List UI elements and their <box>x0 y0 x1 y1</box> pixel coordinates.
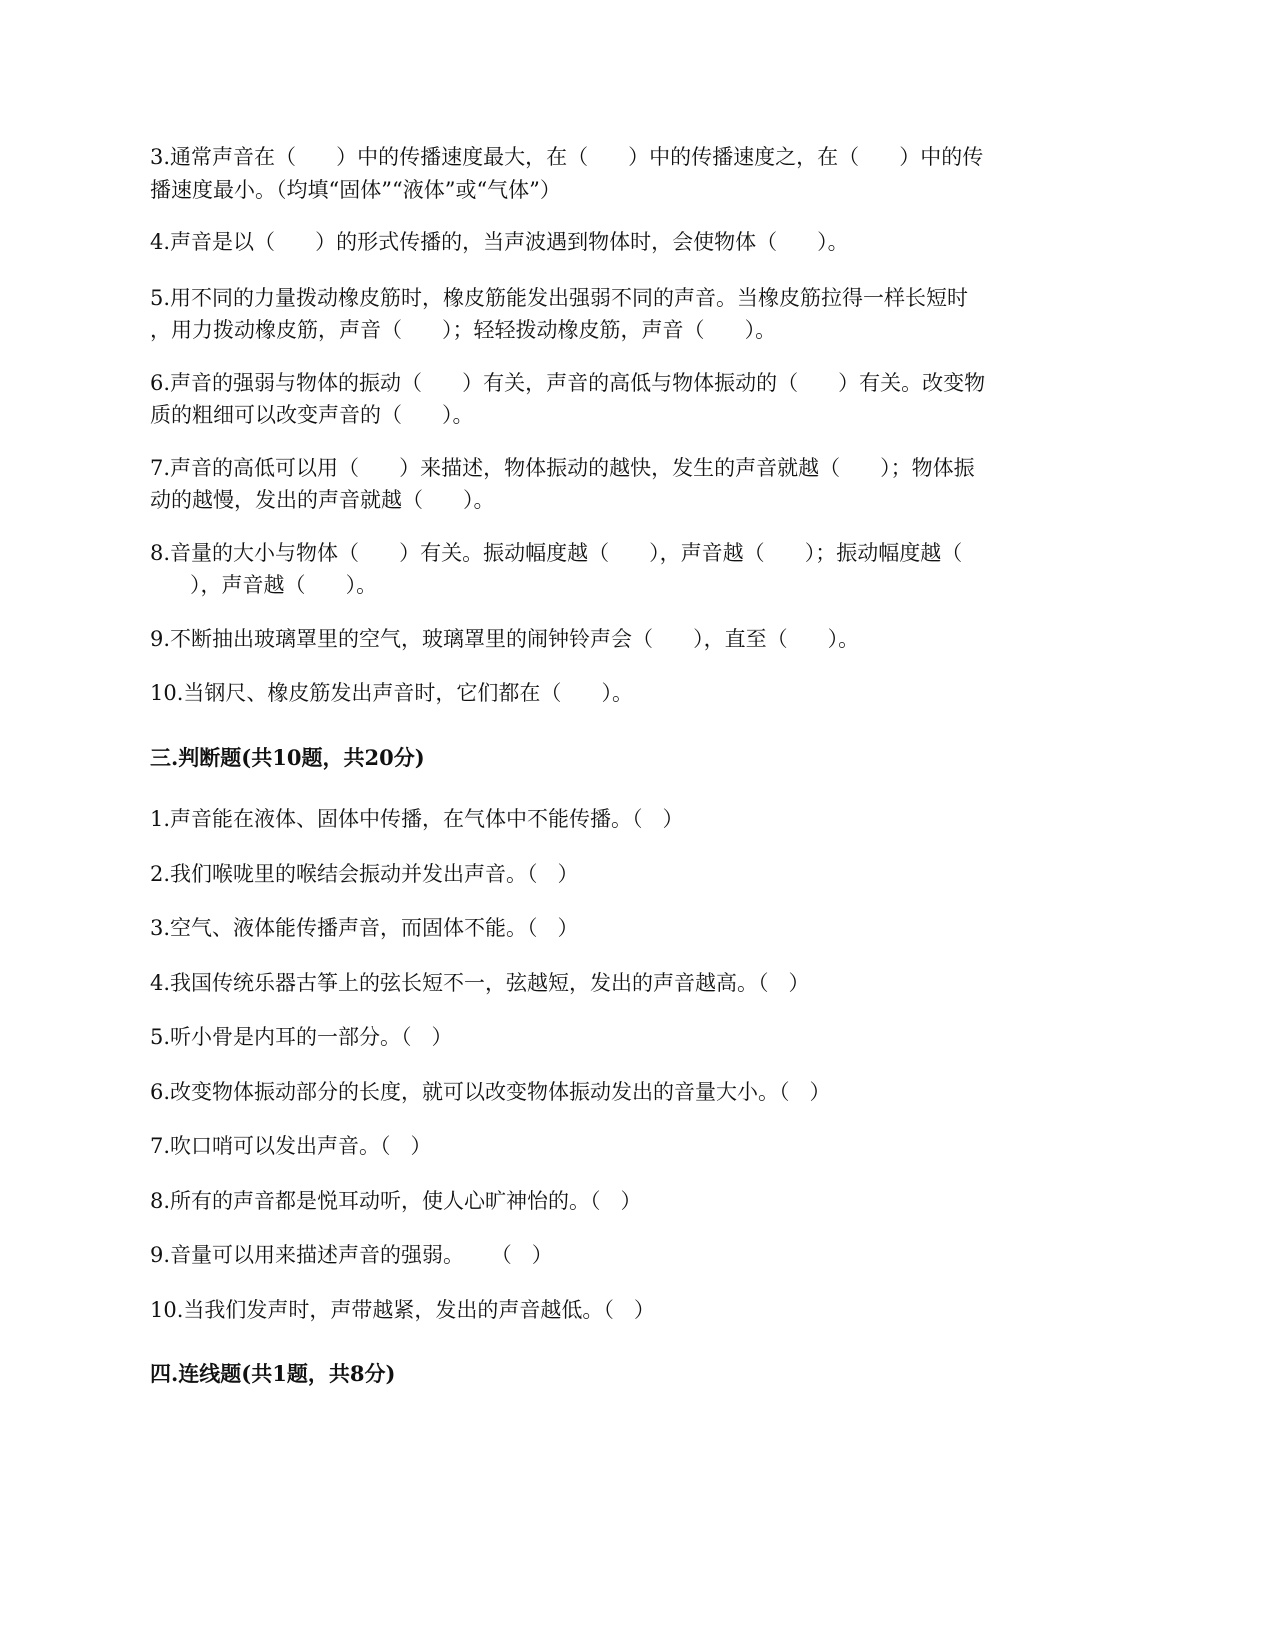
fill-q7-line1: 7.声音的高低可以用（ ）来描述，物体振动的越快，发生的声音就越（ ）；物体振 <box>150 456 975 480</box>
fill-q8-line2: ），声音越（ ）。 <box>150 573 378 597</box>
judge-q10: 10.当我们发声时，声带越紧，发出的声音越低。（ ） <box>150 1298 655 1322</box>
section4-heading: 四.连线题(共1题，共8分) <box>150 1361 396 1386</box>
judge-q7: 7.吹口哨可以发出声音。（ ） <box>150 1134 432 1158</box>
judge-q4: 4.我国传统乐器古筝上的弦长短不一，弦越短，发出的声音越高。（ ） <box>150 971 810 995</box>
judge-q9: 9.音量可以用来描述声音的强弱。 （ ） <box>150 1243 553 1267</box>
judge-q8: 8.所有的声音都是悦耳动听，使人心旷神怡的。（ ） <box>150 1189 642 1213</box>
judge-q2: 2.我们喉咙里的喉结会振动并发出声音。（ ） <box>150 862 579 886</box>
fill-q9-line1: 9.不断抽出玻璃罩里的空气，玻璃罩里的闹钟铃声会（ ），直至（ ）。 <box>150 627 860 651</box>
fill-q7-line2: 动的越慢，发出的声音就越（ ）。 <box>150 488 495 512</box>
fill-q5-line2: ，用力拨动橡皮筋，声音（ ）；轻轻拨动橡皮筋，声音（ ）。 <box>150 318 777 342</box>
fill-q10-line1: 10.当钢尺、橡皮筋发出声音时，它们都在（ ）。 <box>150 681 633 705</box>
judge-q5: 5.听小骨是内耳的一部分。（ ） <box>150 1025 453 1049</box>
fill-q5-line1: 5.用不同的力量拨动橡皮筋时，橡皮筋能发出强弱不同的声音。当橡皮筋拉得一样长短时 <box>150 286 969 310</box>
judge-q1: 1.声音能在液体、固体中传播，在气体中不能传播。（ ） <box>150 807 684 831</box>
fill-q3-line1: 3.通常声音在（ ）中的传播速度最大，在（ ）中的传播速度之，在（ ）中的传 <box>150 145 984 169</box>
section3-heading: 三.判断题(共10题，共20分) <box>150 745 425 770</box>
judge-q6: 6.改变物体振动部分的长度，就可以改变物体振动发出的音量大小。（ ） <box>150 1080 831 1104</box>
fill-q8-line1: 8.音量的大小与物体（ ）有关。振动幅度越（ ），声音越（ ）；振动幅度越（ <box>150 541 963 565</box>
fill-q3-line2: 播速度最小。（均填“固体”“液体”或“气体”） <box>150 178 561 202</box>
fill-q6-line2: 质的粗细可以改变声音的（ ）。 <box>150 403 474 427</box>
fill-q4-line1: 4.声音是以（ ）的形式传播的，当声波遇到物体时，会使物体（ ）。 <box>150 230 849 254</box>
judge-q3: 3.空气、液体能传播声音，而固体不能。（ ） <box>150 916 579 940</box>
fill-q6-line1: 6.声音的强弱与物体的振动（ ）有关，声音的高低与物体振动的（ ）有关。改变物 <box>150 371 986 395</box>
